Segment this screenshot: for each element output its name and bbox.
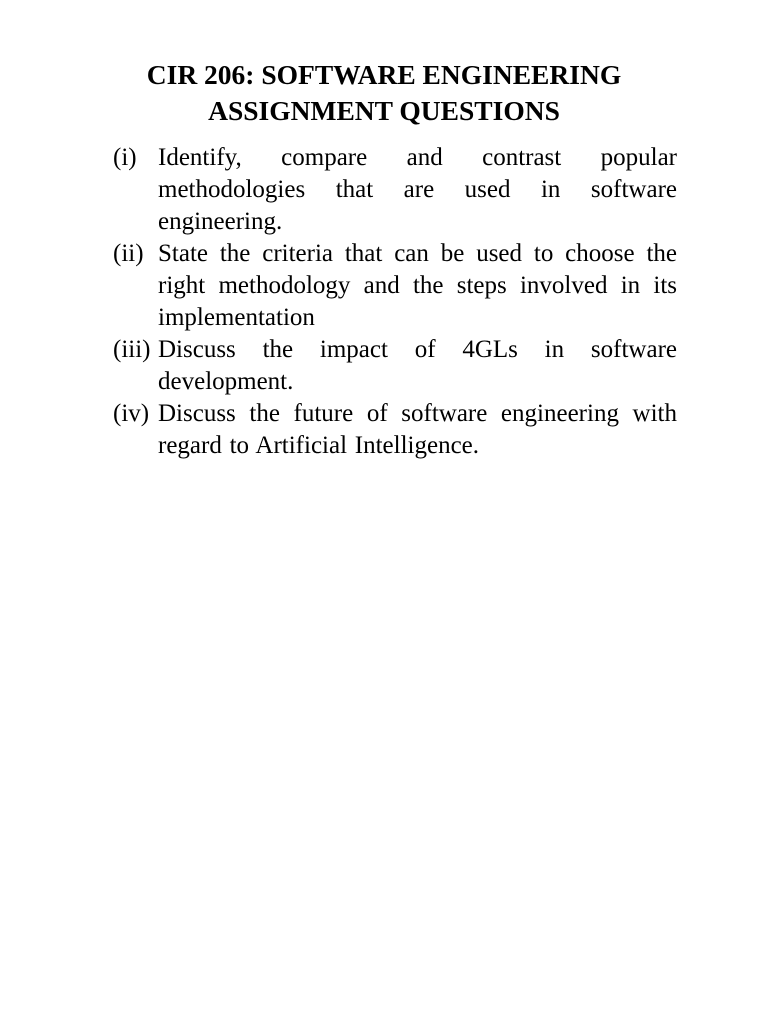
question-item xyxy=(91,238,677,334)
question-text: Discuss the future of software engineering with regard to Artificial Intelligence. xyxy=(158,400,677,459)
question-marker: (iii) xyxy=(113,336,151,363)
document-title xyxy=(91,57,677,129)
question-list xyxy=(91,142,677,462)
question-item xyxy=(91,398,677,462)
question-item xyxy=(91,334,677,398)
title-line-heading: ASSIGNMENT QUESTIONS xyxy=(208,95,560,126)
question-text: Discuss the impact of 4GLs in software development. xyxy=(158,336,677,395)
question-marker: (ii) xyxy=(113,240,144,267)
question-marker: (i) xyxy=(113,144,137,171)
question-item xyxy=(91,142,677,238)
question-text: Identify, compare and contrast popular methodologies that are used in software engineering. xyxy=(158,144,677,235)
document-page xyxy=(91,57,677,462)
question-marker: (iv) xyxy=(113,400,150,427)
title-line-course: CIR 206: SOFTWARE ENGINEERING xyxy=(146,59,622,90)
question-text: State the criteria that can be used to choose the right methodology and the steps involved in its implementation xyxy=(158,240,677,331)
